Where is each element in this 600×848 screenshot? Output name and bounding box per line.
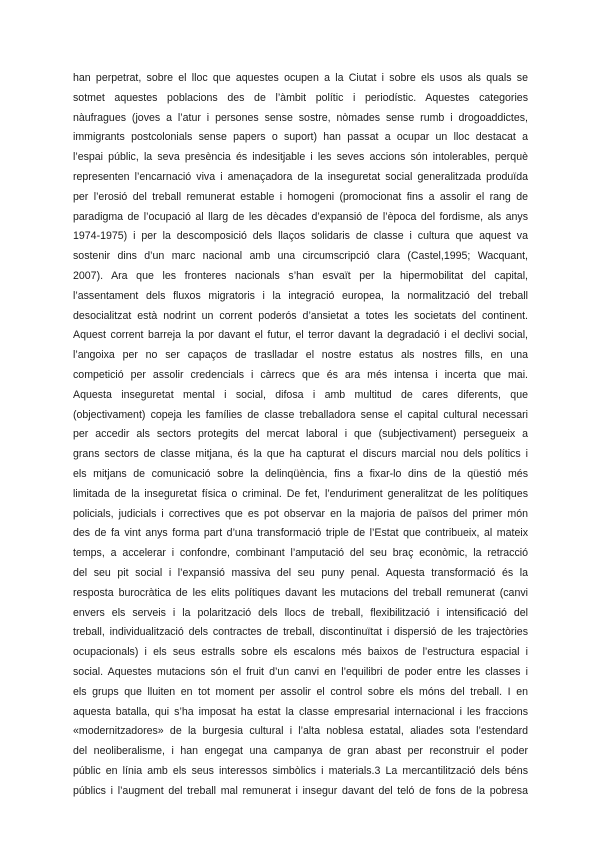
text-line: del neoliberalisme, i han engegat una campanya de gran abast per reconstruir el poder <box>73 745 528 758</box>
text-line: públic en línia amb els seus interessos simbòlics i materials.3 La mercantilització dels béns <box>73 764 528 777</box>
text-line: competició per assolir credencials i càrrecs que és ara més intensa i incerta que mai. <box>73 368 528 381</box>
text-line: sostenir dins d’un marc nacional amb una circumscripció clara (Castel,1995; Wacquant, <box>73 250 528 263</box>
text-line: treball, individualització dels contractes de treball, discontinuïtat i dispersió de les trajectòries <box>73 626 528 639</box>
text-line: sotmet aquestes poblacions des de l’àmbit polític i periodístic. Aquestes categories <box>73 91 528 104</box>
text-line: Aquesta inseguretat mental i social, difosa i amb multitud de cares diferents, que <box>73 388 528 401</box>
text-line: limitada de la inseguretat física o criminal. De fet, l’enduriment generalitzat de les polítiques <box>73 487 528 500</box>
text-line: l’assentament dels fluxos migratoris i la integració europea, la normalització del treball <box>73 289 528 302</box>
text-line: Aquest corrent barreja la por davant el futur, el terror davant la degradació i el declivi social, <box>73 329 528 342</box>
text-line: immigrants postcolonials sense papers o suport) han passat a ocupar un lloc destacat a <box>73 131 528 144</box>
text-line: (objectivament) copeja les famílies de classe treballadora sense el capital cultural necessari <box>73 408 528 421</box>
text-line: paradigma de l’ocupació al llarg de les dècades d’expansió de l’època del fordisme, als anys <box>73 210 528 223</box>
text-line: desocialitzat està nodrint un corrent poderós d’ansietat a totes les societats del continent. <box>73 309 528 322</box>
text-line: ocupacionals) i els seus estralls sobre els escalons més baixos de l’estructura espacial i <box>73 646 528 659</box>
text-line: per accedir als sectors protegits del mercat laboral i que (subjectivament) persegueix a <box>73 428 528 441</box>
text-line: 2007). Ara que les fronteres nacionals s’han esvaït per la hipermobilitat del capital, <box>73 269 528 282</box>
text-line: des de fa vint anys forma part d’una transformació triple de l’Estat que contribueix, al mateix <box>73 527 528 540</box>
text-line: l’espai públic, la seva presència és indesitjable i les seves accions són intolerables, perquè <box>73 151 528 164</box>
text-line: l’angoixa per no ser capaços de traslladar el nostre estatus als nostres fills, en una <box>73 349 528 362</box>
body-paragraph <box>73 69 528 801</box>
text-line: els mitjans de comunicació sobre la delinqüència, fins a fixar-lo dins de la qüestió més <box>73 467 528 480</box>
text-line: representen l’encarnació viva i amenaçadora de la inseguretat social generalitzada produïda <box>73 170 528 183</box>
text-line: públics i l’augment del treball mal remunerat i insegur davant del teló de fons de la pobresa <box>73 784 528 797</box>
text-line: temps, a accelerar i confondre, combinant l’amputació del seu braç econòmic, la retracció <box>73 547 528 560</box>
text-line: policials, judicials i correctives que es pot observar en la majoria de països del primer món <box>73 507 528 520</box>
text-line: els grups que lluiten en tot moment per assolir el control sobre els móns del treball. I en <box>73 685 528 698</box>
text-line: nàufragues (joves a l’atur i persones sense sostre, nòmades sense rumb i drogoaddictes, <box>73 111 528 124</box>
text-line: social. Aquestes mutacions són el fruit d’un canvi en l’equilibri de poder entre les classes i <box>73 665 528 678</box>
text-line: aquesta batalla, qui s’ha imposat ha estat la classe empresarial internacional i les fraccions <box>73 705 528 718</box>
text-line: resposta burocràtica de les elits polítiques davant les mutacions del treball remunerat (canvi <box>73 586 528 599</box>
text-line: envers els serveis i la polarització dels llocs de treball, flexibilització i intensificació del <box>73 606 528 619</box>
text-line: han perpetrat, sobre el lloc que aquestes ocupen a la Ciutat i sobre els usos als quals se <box>73 72 528 84</box>
text-line: 1974-1975) i per la descomposició dels llaços solidaris de classe i cultura que aquest va <box>73 230 528 243</box>
text-line: del seu pit social i l’expansió massiva del seu puny penal. Aquesta transformació és la <box>73 566 528 579</box>
text-line: grans sectors de classe mitjana, és la que ha capturat el discurs marcial nou dels polítics i <box>73 448 528 461</box>
text-line: per l’erosió del treball remunerat estable i homogeni (promocionat fins a assolir el rang de <box>73 190 528 203</box>
text-line: «modernitzadores» de la burgesia cultural i l’alta noblesa estatal, aliades sota l’estendard <box>73 725 528 738</box>
